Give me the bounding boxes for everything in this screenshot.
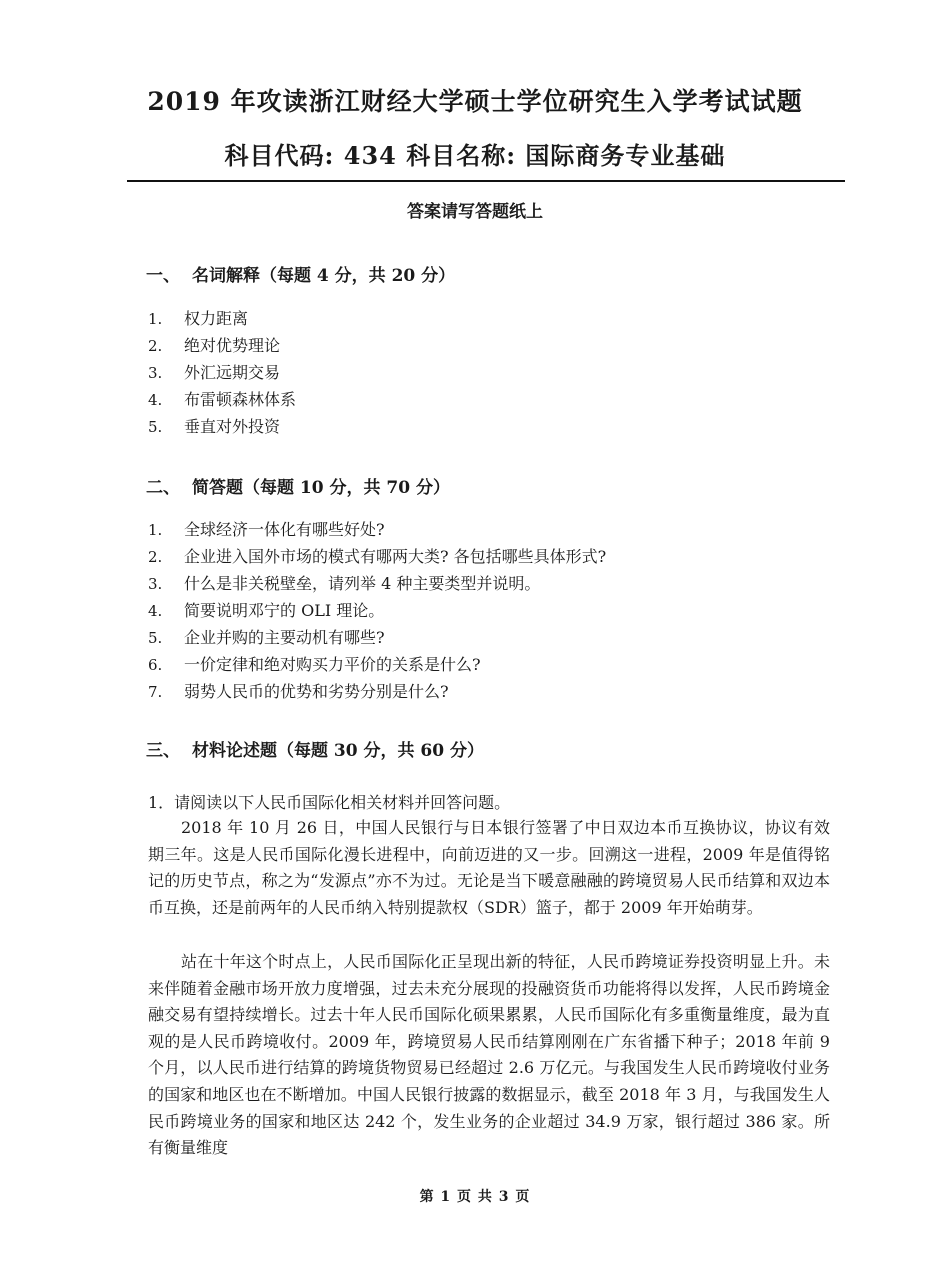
list-item: 1. 权力距离 [148,309,249,328]
answer-notice: 答案请写答题纸上 [407,202,543,222]
section-title: 名词解释（每题 4 分，共 20 分） [192,266,456,286]
section-1-list [148,305,296,440]
material-question-title: 1．请阅读以下人民币国际化相关材料并回答问题。 [148,793,511,812]
exam-title: 2019 年攻读浙江财经大学硕士学位研究生入学考试试题 [147,87,803,116]
section-number: 二、 [146,478,180,498]
list-item: 2. 企业进入国外市场的模式有哪两大类? 各包括哪些具体形式? [148,547,607,566]
list-item: 6. 一价定律和绝对购买力平价的关系是什么? [148,655,481,674]
subject-line: 科目代码: 434 科目名称: 国际商务专业基础 [224,141,726,170]
section-number: 三、 [146,741,180,761]
list-item: 3. 外汇远期交易 [148,363,281,382]
header-rule [127,180,845,182]
list-item: 4. 简要说明邓宁的 OLI 理论。 [148,601,385,620]
list-item: 7. 弱势人民币的优势和劣势分别是什么? [148,682,449,701]
material-paragraph-2: 站在十年这个时点上，人民币国际化正呈现出新的特征，人民币跨境证券投资明显上升。未来伴随着金融市场开放力度增强，过去未充分展现的投融资货币功能将得以发挥，人民币跨境金融交易有望持续增长。过去十年人民币国际化硕果累累，人民币国际化有多重衡量维度，最为直观的是人民币跨境收付。2009 年，跨境贸易人民币结算刚刚在广东省播下种子；2018 年前 9 个月，以人民币进行结算的跨境货物贸易已经超过 2.6 万亿元。与我国发生人民币跨境收付业务的国家和地区也在不断增加。中国人民银行披露的数据显示，截至 2018 年 3 月，与我国发生人民币跨境业务的国家和地区达 242 个，发生业务的企业超过 34.9 万家，银行超过 386 家。所有衡量维度 [148,952,830,1158]
list-item: 5. 垂直对外投资 [148,417,281,436]
section-3-heading [146,736,484,761]
material-paragraph-1: 2018 年 10 月 26 日，中国人民银行与日本银行签署了中日双边本币互换协议，协议有效期三年。这是人民币国际化漫长进程中，向前迈进的又一步。回溯这一进程，2009 年是值得铭记的历史节点，称之为“发源点”亦不为过。无论是当下暖意融融的跨境贸易人民币结算和双边本币互换，还是前两年的人民币纳入特别提款权（SDR）篮子，都于 2009 年开始萌芽。 [148,818,830,917]
section-1-heading [146,261,455,286]
section-2-list [148,516,606,705]
page-footer: 第 1 页 共 3 页 [419,1189,531,1205]
list-item: 2. 绝对优势理论 [148,336,281,355]
list-item: 4. 布雷顿森林体系 [148,390,297,409]
list-item: 3. 什么是非关税壁垒，请列举 4 种主要类型并说明。 [148,574,541,593]
section-number: 一、 [146,266,180,286]
section-title: 简答题（每题 10 分，共 70 分） [192,478,450,498]
list-item: 1. 全球经济一体化有哪些好处? [148,520,385,539]
section-2-heading [146,473,450,498]
list-item: 5. 企业并购的主要动机有哪些? [148,628,385,647]
section-title: 材料论述题（每题 30 分，共 60 分） [192,741,484,761]
